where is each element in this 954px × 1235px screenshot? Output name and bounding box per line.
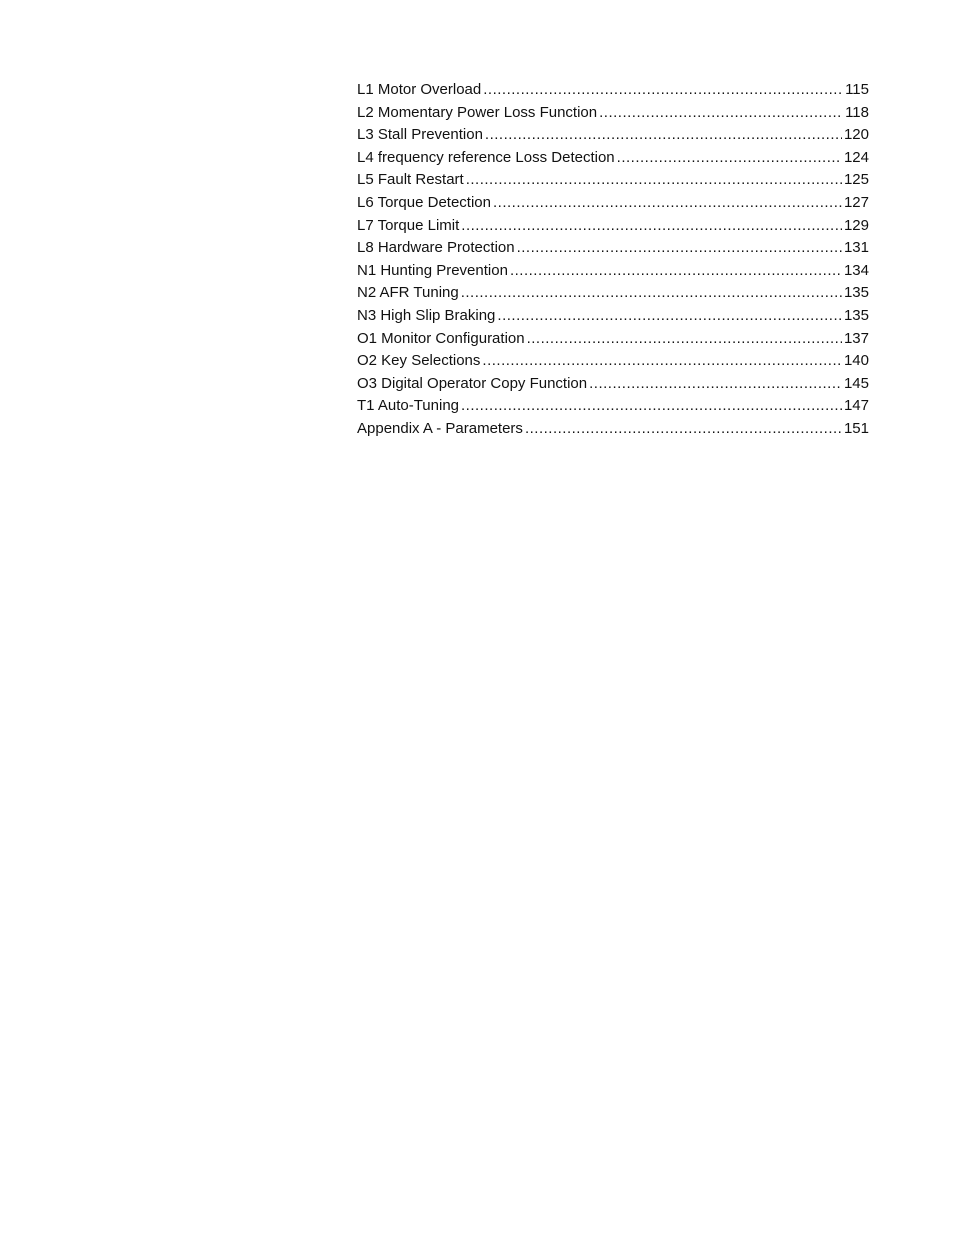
toc-entry[interactable]	[357, 395, 869, 418]
toc-page-number: 125	[843, 171, 869, 189]
toc-entry-title: L7 Torque Limit	[357, 216, 460, 234]
toc-entry[interactable]	[357, 350, 869, 373]
toc-dot-leader	[482, 350, 842, 373]
toc-dot-leader	[461, 395, 842, 418]
toc-entry[interactable]	[357, 282, 869, 305]
toc-page-number: 134	[843, 261, 869, 279]
toc-entry-title: L2 Momentary Power Loss Function	[357, 103, 598, 121]
toc-dot-leader	[525, 418, 842, 441]
toc-entry-title: N1 Hunting Prevention	[357, 261, 508, 279]
toc-dot-leader	[497, 305, 842, 328]
toc-page-number: 127	[843, 193, 869, 211]
toc-page-number: 120	[843, 126, 869, 144]
toc-dot-leader	[517, 237, 842, 260]
toc-entry-title: L1 Motor Overload	[357, 81, 482, 98]
toc-page-number: 145	[843, 374, 869, 392]
toc-entry[interactable]	[357, 373, 869, 396]
toc-page-number: 124	[843, 148, 869, 166]
toc-entry[interactable]	[357, 418, 869, 441]
toc-dot-leader	[461, 215, 842, 238]
toc-dot-leader	[466, 169, 842, 192]
toc-entry-title: L5 Fault Restart	[357, 171, 464, 189]
toc-entry[interactable]	[357, 169, 869, 192]
toc-entry[interactable]	[357, 215, 869, 238]
toc-dot-leader	[483, 79, 843, 102]
toc-page-number: 118	[845, 103, 869, 121]
toc-page-number: 151	[843, 419, 869, 437]
toc-entry[interactable]	[357, 260, 869, 283]
toc-entry-title: Appendix A - Parameters	[357, 419, 523, 437]
toc-page-number: 115	[845, 81, 869, 98]
toc-entry-title: L6 Torque Detection	[357, 193, 491, 211]
toc-page-number: 147	[843, 397, 869, 415]
toc-dot-leader	[617, 147, 842, 170]
toc-dot-leader	[510, 260, 842, 283]
toc-entry[interactable]	[357, 328, 869, 351]
toc-page-number: 129	[843, 216, 869, 234]
toc-page-number: 135	[843, 284, 869, 302]
toc-page-number: 131	[843, 239, 869, 257]
toc-page-number: 135	[843, 306, 869, 324]
toc-entry-title: L3 Stall Prevention	[357, 126, 483, 144]
toc-page-number: 137	[843, 329, 869, 347]
toc-entry[interactable]	[357, 124, 869, 147]
toc-entry-title: O2 Key Selections	[357, 352, 481, 370]
toc-entry[interactable]	[357, 102, 869, 125]
toc-dot-leader	[461, 282, 842, 305]
toc-entry[interactable]	[357, 305, 869, 328]
toc-dot-leader	[527, 328, 842, 351]
table-of-contents	[357, 79, 869, 441]
toc-page-number: 140	[843, 352, 869, 370]
toc-entry-title: O1 Monitor Configuration	[357, 329, 525, 347]
toc-entry-title: L8 Hardware Protection	[357, 239, 515, 257]
toc-entry[interactable]	[357, 192, 869, 215]
toc-dot-leader	[599, 102, 843, 125]
toc-entry-title: N2 AFR Tuning	[357, 284, 459, 302]
toc-dot-leader	[485, 124, 842, 147]
toc-entry-title: O3 Digital Operator Copy Function	[357, 374, 588, 392]
toc-entry[interactable]	[357, 79, 869, 102]
toc-dot-leader	[589, 373, 842, 396]
toc-entry[interactable]	[357, 147, 869, 170]
toc-entry-title: T1 Auto-Tuning	[357, 397, 460, 415]
toc-entry-title: N3 High Slip Braking	[357, 306, 496, 324]
toc-entry-title: L4 frequency reference Loss Detection	[357, 148, 615, 166]
toc-entry[interactable]	[357, 237, 869, 260]
toc-dot-leader	[493, 192, 842, 215]
